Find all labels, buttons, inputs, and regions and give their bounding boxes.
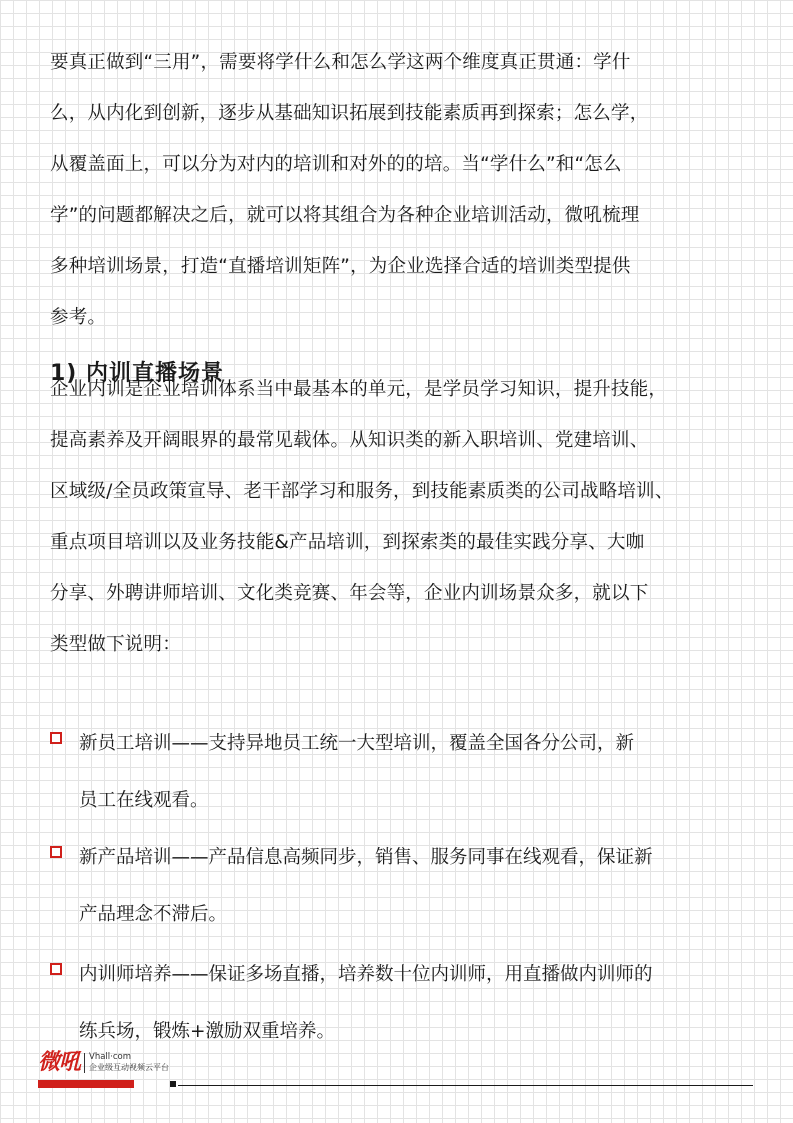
logo-site-text: Vhall·com [89,1052,131,1062]
logo-divider [84,1053,85,1073]
footer-square-mark [170,1081,176,1087]
bullet-text: 新产品培训——产品信息高频同步，销售、服务同事在线观看，保证新 产品理念不滞后。 [79,847,653,925]
bullet-item-new-employee [50,715,750,829]
page-footer [38,1050,758,1090]
square-bullet-icon [50,732,62,744]
section-paragraph: 企业内训是企业培训体系当中最基本的单元，是学员学习知识，提升技能， 提高素养及开阔眼界的最常见载体。从知识类的新入职培训、党建培训、 区域级/全员政策宣导、老干部学习和服务，到技能素质类的公司战略培训、 重点项目培训以及业务技能&产品培训，到探索类的最佳实践分享、大咖 分享、外聘讲师培训、文化类竞赛、年会等，企业内训场景众多，就以下 类型做下说明： [50,379,674,655]
intro-paragraph: 要真正做到“三用”，需要将学什么和怎么学这两个维度真正贯通：学什 么，从内化到创新，逐步从基础知识拓展到技能素质再到探索；怎么学， 从覆盖面上，可以分为对内的培训和对外的的培。当“学什么”和“怎么 学”的问题都解决之后，就可以将其组合为各种企业培训活动，微吼梳理 多种培训场景，打造“直播培训矩阵”，为企业选择合适的培训类型提供 参考。 [50,52,649,328]
square-bullet-icon [50,846,62,858]
bullet-item-new-product [50,829,750,943]
section-heading: 1) 内训直播场景 [50,361,225,386]
bullet-text: 内训师培养——保证多场直播，培养数十位内训师，用直播做内训师的 练兵场，锻炼+激励双重培养。 [79,964,653,1042]
logo-tagline: 企业级互动视频云平台 [89,1063,169,1072]
vhall-logo: 微吼 [38,1050,81,1075]
footer-accent-bar [38,1080,134,1088]
bullet-text: 新员工培训——支持异地员工统一大型培训，覆盖全国各分公司，新 员工在线观看。 [79,733,635,811]
footer-divider-line [178,1085,753,1086]
bullet-item-internal-trainer [50,946,750,1060]
square-bullet-icon [50,963,62,975]
